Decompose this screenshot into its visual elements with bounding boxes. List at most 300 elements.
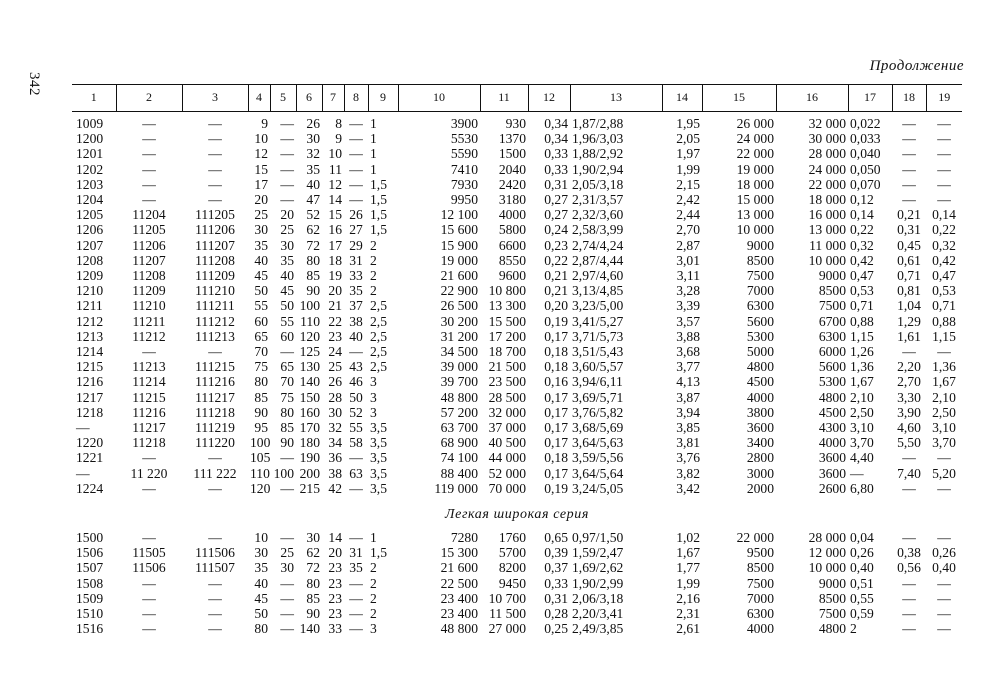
- table-cell: 2,5: [370, 359, 387, 375]
- column-header: 17: [848, 85, 892, 112]
- table-cell: 3,81: [676, 435, 700, 451]
- table-cell: 0,25: [544, 621, 568, 637]
- table-cell: 30: [306, 131, 320, 147]
- table-cell: 27 000: [488, 621, 526, 637]
- table-cell: 100: [299, 298, 320, 314]
- table-cell: 111206: [195, 222, 235, 238]
- table-cell: —: [76, 420, 90, 436]
- table-cell: 12: [328, 176, 342, 192]
- table-cell: 2,10: [932, 389, 956, 405]
- table-cell: 2,5: [370, 328, 387, 344]
- table-cell: 5,20: [932, 465, 956, 481]
- table-cell: 1207: [76, 237, 104, 253]
- table-cell: 0,47: [850, 268, 874, 284]
- table-cell: 0,17: [544, 389, 568, 405]
- table-cell: 1,15: [932, 328, 956, 344]
- table-cell: 1009: [76, 116, 104, 131]
- table-cell: 52: [306, 207, 320, 223]
- table-cell: 35: [254, 560, 268, 576]
- table-cell: 4800: [818, 389, 846, 405]
- table-cell: 52 000: [488, 465, 526, 481]
- table-cell: 68 900: [440, 435, 478, 451]
- column-header: 9: [368, 85, 398, 112]
- table-cell: 12 100: [440, 207, 478, 223]
- table-cell: 1220: [76, 435, 104, 451]
- table-cell: —: [208, 530, 222, 546]
- table-cell: 18 000: [736, 176, 774, 192]
- table-cell: 65: [280, 359, 294, 375]
- table-cell: 3,68: [676, 344, 700, 360]
- table-cell: 70: [254, 344, 268, 360]
- table-cell: 34: [328, 435, 342, 451]
- table-cell: —: [902, 161, 916, 177]
- table-cell: 74 100: [440, 450, 478, 466]
- table-cell: 2,50: [932, 404, 956, 420]
- table-cell: 3000: [746, 465, 774, 481]
- table-cell: 2,70: [676, 222, 700, 238]
- table-cell: 111507: [195, 560, 235, 576]
- table-cell: 5600: [818, 359, 846, 375]
- table-cell: 3,68/5,69: [572, 420, 624, 436]
- table-cell: 1212: [76, 313, 104, 329]
- table-cell: 50: [254, 283, 268, 299]
- table-cell: 3600: [818, 450, 846, 466]
- table-cell: 23: [328, 560, 342, 576]
- table-cell: 1506: [76, 545, 104, 561]
- table-cell: 0,61: [897, 252, 921, 268]
- table-row: [72, 545, 962, 560]
- table-cell: 160: [299, 404, 320, 420]
- continuation-label: Продолжение: [869, 58, 964, 74]
- table-cell: 1,5: [370, 192, 387, 208]
- table-cell: —: [349, 590, 363, 606]
- table-row: [72, 435, 962, 450]
- table-cell: 11206: [132, 237, 166, 253]
- table-cell: 35: [254, 237, 268, 253]
- table-cell: 0,59: [850, 606, 874, 622]
- table-cell: 1510: [76, 606, 104, 622]
- table-cell: 0,070: [850, 176, 881, 192]
- table-cell: 0,14: [932, 207, 956, 223]
- table-cell: 23 400: [440, 606, 478, 622]
- table-cell: —: [937, 621, 951, 637]
- table-cell: 50: [280, 298, 294, 314]
- table-cell: 85: [280, 420, 294, 436]
- table-cell: 0,27: [544, 192, 568, 208]
- table-cell: 2,20: [897, 359, 921, 375]
- table-cell: 70: [280, 374, 294, 390]
- table-cell: 11204: [132, 207, 166, 223]
- table-row: [72, 192, 962, 207]
- table-cell: 111211: [195, 298, 235, 314]
- table-cell: 7500: [818, 606, 846, 622]
- column-header: 10: [398, 85, 480, 112]
- table-cell: 18: [328, 252, 342, 268]
- table-cell: 13 000: [736, 207, 774, 223]
- table-cell: 111212: [195, 313, 235, 329]
- table-cell: 40: [254, 252, 268, 268]
- table-cell: 31: [349, 545, 363, 561]
- table-cell: 0,31: [544, 590, 568, 606]
- table-cell: 4300: [818, 420, 846, 436]
- table-cell: 1205: [76, 207, 104, 223]
- table-cell: 1218: [76, 404, 104, 420]
- table-cell: 111 222: [193, 465, 237, 481]
- table-cell: —: [280, 344, 294, 360]
- table-cell: 11208: [132, 268, 166, 284]
- table-cell: 3,71/5,73: [572, 328, 624, 344]
- table-cell: 0,21: [544, 268, 568, 284]
- table-cell: 40: [306, 176, 320, 192]
- table-cell: 120: [250, 480, 271, 496]
- table-cell: 6,80: [850, 480, 874, 496]
- table-cell: 0,040: [850, 146, 881, 162]
- table-cell: 3,42: [676, 480, 700, 496]
- table-cell: 28: [328, 389, 342, 405]
- table-cell: 1200: [76, 131, 104, 147]
- table-cell: 46: [349, 374, 363, 390]
- table-cell: 3,82: [676, 465, 700, 481]
- table-cell: 2,32/3,60: [572, 207, 624, 223]
- table-cell: 0,17: [544, 465, 568, 481]
- table-cell: 23: [328, 328, 342, 344]
- table-cell: 1,77: [676, 560, 700, 576]
- table-cell: 45: [254, 268, 268, 284]
- table-cell: 80: [306, 575, 320, 591]
- table-cell: 20: [280, 207, 294, 223]
- table-cell: —: [349, 530, 363, 546]
- table-row: [72, 344, 962, 359]
- table-cell: —: [349, 176, 363, 192]
- table-cell: 23: [328, 575, 342, 591]
- table-row: [72, 481, 962, 496]
- table-cell: 8: [335, 116, 342, 131]
- table-cell: —: [902, 116, 916, 131]
- table-cell: —: [937, 192, 951, 208]
- table-row: [72, 530, 962, 545]
- table-cell: —: [208, 450, 222, 466]
- table-cell: 2,87: [676, 237, 700, 253]
- table-cell: 1: [370, 116, 377, 131]
- table-cell: 21 600: [440, 268, 478, 284]
- table-row: [72, 374, 962, 389]
- table-cell: 35: [349, 560, 363, 576]
- table-cell: 0,81: [897, 283, 921, 299]
- table-cell: 8500: [818, 590, 846, 606]
- table-cell: 3,01: [676, 252, 700, 268]
- table-cell: 0,51: [850, 575, 874, 591]
- table-cell: 3600: [818, 465, 846, 481]
- table-cell: 111219: [195, 420, 235, 436]
- table-cell: 2040: [498, 161, 526, 177]
- table-cell: 90: [254, 404, 268, 420]
- table-cell: 1214: [76, 344, 104, 360]
- table-cell: —: [902, 575, 916, 591]
- table-cell: 30: [254, 222, 268, 238]
- table-cell: 70 000: [488, 480, 526, 496]
- table-cell: 0,033: [850, 131, 881, 147]
- table-cell: —: [280, 116, 294, 131]
- table-cell: 2,61: [676, 621, 700, 637]
- table-cell: 0,22: [932, 222, 956, 238]
- table-cell: 16 000: [808, 207, 846, 223]
- table-cell: 32 000: [808, 116, 846, 131]
- table-cell: 0,40: [850, 560, 874, 576]
- table-cell: —: [142, 575, 156, 591]
- table-row: [72, 329, 962, 344]
- table-cell: 25: [280, 222, 294, 238]
- table-cell: 9500: [746, 545, 774, 561]
- table-cell: 85: [306, 268, 320, 284]
- table-cell: 40: [254, 575, 268, 591]
- table-cell: 1,5: [370, 222, 387, 238]
- table-cell: 130: [299, 359, 320, 375]
- table-cell: 1,67: [932, 374, 956, 390]
- table-cell: 85: [306, 590, 320, 606]
- table-cell: 58: [349, 435, 363, 451]
- table-cell: 3180: [498, 192, 526, 208]
- table-cell: 0,18: [544, 359, 568, 375]
- table-cell: 3,94/6,11: [572, 374, 623, 390]
- table-cell: 140: [299, 374, 320, 390]
- table-cell: 11 000: [809, 237, 846, 253]
- table-cell: 2800: [746, 450, 774, 466]
- table-cell: 125: [299, 344, 320, 360]
- table-cell: —: [902, 450, 916, 466]
- table-cell: 1760: [498, 530, 526, 546]
- table-cell: 25: [328, 359, 342, 375]
- table-cell: 11216: [132, 404, 166, 420]
- table-cell: 72: [306, 237, 320, 253]
- column-header: 2: [116, 85, 182, 112]
- table-cell: 40: [280, 268, 294, 284]
- table-cell: 200: [299, 465, 320, 481]
- table-cell: 1,5: [370, 176, 387, 192]
- table-cell: 9600: [498, 268, 526, 284]
- table-cell: 0,37: [544, 560, 568, 576]
- table-cell: 48 800: [440, 389, 478, 405]
- table-cell: 2,15: [676, 176, 700, 192]
- table-cell: 0,97/1,50: [572, 530, 624, 546]
- table-cell: 36: [328, 450, 342, 466]
- table-cell: 111506: [195, 545, 235, 561]
- table-cell: 33: [328, 621, 342, 637]
- column-header: 14: [662, 85, 702, 112]
- table-cell: 1,67: [850, 374, 874, 390]
- table-cell: 44 000: [488, 450, 526, 466]
- table-cell: 0,17: [544, 404, 568, 420]
- table-cell: 0,19: [544, 480, 568, 496]
- table-cell: 31 200: [440, 328, 478, 344]
- table-cell: 38: [328, 465, 342, 481]
- table-cell: 21: [328, 298, 342, 314]
- table-cell: 15 000: [736, 192, 774, 208]
- table-cell: 3,70: [850, 435, 874, 451]
- table-cell: 2,97/4,60: [572, 268, 624, 284]
- table-cell: 3,85: [676, 420, 700, 436]
- table-cell: 24 000: [736, 131, 774, 147]
- table-cell: —: [902, 131, 916, 147]
- table-cell: 52: [349, 404, 363, 420]
- table-cell: 9: [261, 116, 268, 131]
- table-cell: 140: [299, 621, 320, 637]
- table-cell: 11218: [132, 435, 166, 451]
- table-cell: 72: [306, 560, 320, 576]
- table-cell: —: [902, 480, 916, 496]
- table-cell: 0,33: [544, 575, 568, 591]
- table-cell: 3,90: [897, 404, 921, 420]
- table-cell: 7410: [450, 161, 478, 177]
- table-cell: 30 000: [808, 131, 846, 147]
- table-cell: —: [142, 530, 156, 546]
- table-cell: 0,22: [544, 252, 568, 268]
- table-cell: 0,71: [932, 298, 956, 314]
- table-cell: 119 000: [434, 480, 478, 496]
- table-cell: 1216: [76, 374, 104, 390]
- table-cell: 75: [254, 359, 268, 375]
- table-cell: 35: [306, 161, 320, 177]
- table-cell: 0,16: [544, 374, 568, 390]
- table-cell: 1,99: [676, 161, 700, 177]
- table-cell: 111213: [195, 328, 235, 344]
- table-row: [72, 591, 962, 606]
- table-cell: —: [208, 575, 222, 591]
- table-cell: 2,05/3,18: [572, 176, 624, 192]
- table-cell: 2,31/3,57: [572, 192, 624, 208]
- table-cell: 1206: [76, 222, 104, 238]
- table-cell: —: [280, 606, 294, 622]
- table-cell: 2,70: [897, 374, 921, 390]
- table-body: [72, 112, 962, 637]
- table-cell: 4,13: [676, 374, 700, 390]
- table-row: [72, 466, 962, 481]
- table-cell: 2,31: [676, 606, 700, 622]
- table-cell: 20: [328, 545, 342, 561]
- table-cell: 1: [370, 131, 377, 147]
- table-cell: 33: [349, 268, 363, 284]
- table-cell: 4800: [818, 621, 846, 637]
- table-cell: —: [208, 131, 222, 147]
- column-header: 3: [182, 85, 248, 112]
- table-cell: 1,36: [932, 359, 956, 375]
- table-cell: 1,99: [676, 575, 700, 591]
- column-header: 16: [776, 85, 848, 112]
- table-cell: 3,76/5,82: [572, 404, 624, 420]
- table-cell: 3,51/5,43: [572, 344, 624, 360]
- table-cell: 0,31: [544, 176, 568, 192]
- table-row: [72, 116, 962, 131]
- table-cell: 26: [349, 207, 363, 223]
- table-cell: 1213: [76, 328, 104, 344]
- table-row: [72, 390, 962, 405]
- table-cell: —: [902, 192, 916, 208]
- table-cell: 1,36: [850, 359, 874, 375]
- table-cell: 930: [505, 116, 526, 131]
- table-cell: 8500: [746, 560, 774, 576]
- table-cell: 3,70: [932, 435, 956, 451]
- table-cell: 22 500: [440, 575, 478, 591]
- table-cell: 90: [280, 435, 294, 451]
- table-cell: —: [142, 192, 156, 208]
- table-cell: 12 000: [808, 545, 846, 561]
- table-cell: 15 300: [440, 545, 478, 561]
- table-cell: 0,56: [897, 560, 921, 576]
- table-cell: 111218: [195, 404, 235, 420]
- table-cell: 32 000: [488, 404, 526, 420]
- table-cell: 2: [370, 283, 377, 299]
- table-cell: 105: [250, 450, 271, 466]
- table-cell: —: [280, 621, 294, 637]
- table-cell: 10 000: [808, 252, 846, 268]
- table-cell: 3400: [746, 435, 774, 451]
- table-cell: —: [349, 146, 363, 162]
- table-cell: 120: [299, 328, 320, 344]
- table-cell: 21 600: [440, 560, 478, 576]
- table-cell: 7930: [450, 176, 478, 192]
- column-header: 13: [570, 85, 662, 112]
- table-cell: 13 300: [488, 298, 526, 314]
- table-cell: 25: [280, 545, 294, 561]
- table-cell: —: [937, 606, 951, 622]
- table-row: [72, 314, 962, 329]
- table-cell: 11: [328, 161, 342, 177]
- table-cell: 26: [306, 116, 320, 131]
- column-header: 19: [926, 85, 962, 112]
- table-cell: 3,94: [676, 404, 700, 420]
- table-cell: —: [349, 480, 363, 496]
- table-cell: 15: [254, 161, 268, 177]
- table-cell: 65: [254, 328, 268, 344]
- table-cell: 20: [254, 192, 268, 208]
- table-cell: 19 000: [736, 161, 774, 177]
- table-cell: 35: [349, 283, 363, 299]
- table-cell: 3600: [746, 420, 774, 436]
- table-row: [72, 606, 962, 621]
- table-cell: 2,42: [676, 192, 700, 208]
- table-cell: 48 800: [440, 621, 478, 637]
- table-cell: 26 500: [440, 298, 478, 314]
- table-cell: 28 000: [808, 530, 846, 546]
- table-cell: 4000: [818, 435, 846, 451]
- table-cell: 2,06/3,18: [572, 590, 624, 606]
- table-cell: 9450: [498, 575, 526, 591]
- table-cell: 0,31: [897, 222, 921, 238]
- table-cell: 24 000: [808, 161, 846, 177]
- table-cell: 2: [370, 252, 377, 268]
- table-cell: 9000: [818, 575, 846, 591]
- table-row: [72, 238, 962, 253]
- table-row: [72, 268, 962, 283]
- table-row: [72, 560, 962, 575]
- table-cell: 1208: [76, 252, 104, 268]
- header-row: [72, 85, 962, 112]
- table-cell: 2: [850, 621, 857, 637]
- table-cell: 0,33: [544, 146, 568, 162]
- table-cell: 0,12: [850, 192, 874, 208]
- table-cell: 4500: [746, 374, 774, 390]
- table-cell: 2,49/3,85: [572, 621, 624, 637]
- table-cell: —: [349, 161, 363, 177]
- table-cell: 3,77: [676, 359, 700, 375]
- table-cell: —: [142, 131, 156, 147]
- table-cell: 1,5: [370, 545, 387, 561]
- table-cell: 21 500: [488, 359, 526, 375]
- table-cell: 11506: [132, 560, 166, 576]
- table-cell: 7000: [746, 283, 774, 299]
- table-cell: 14: [328, 530, 342, 546]
- column-header: 1: [72, 85, 116, 112]
- table-cell: —: [142, 606, 156, 622]
